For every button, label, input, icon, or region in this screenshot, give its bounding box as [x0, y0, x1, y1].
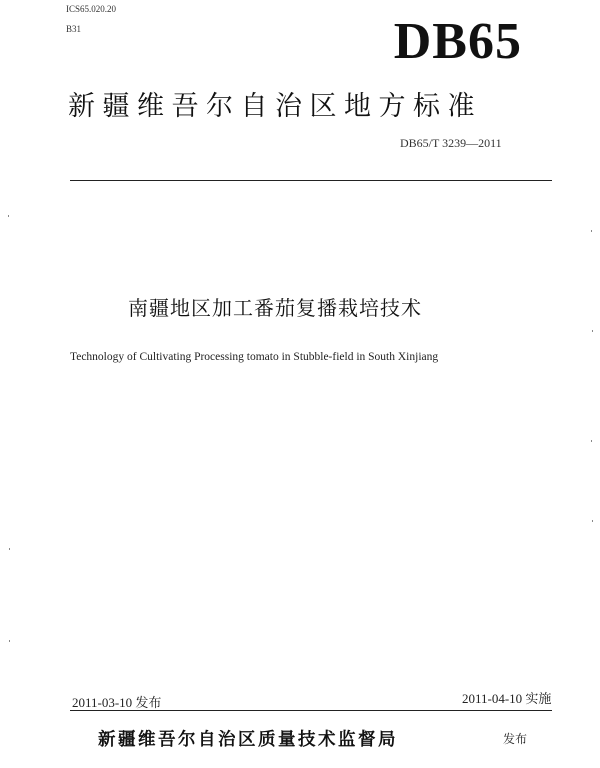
scan-speck [591, 230, 592, 232]
implement-date: 2011-04-10 实施 [462, 691, 552, 706]
document-title-chinese: 南疆地区加工番茄复播栽培技术 [128, 296, 422, 320]
scan-speck [8, 215, 9, 217]
ccs-code: B31 [66, 24, 82, 34]
standard-code: DB65 [393, 13, 522, 70]
standard-type-heading: 新疆维吾尔自治区地方标准 [68, 91, 482, 122]
scan-speck [591, 440, 592, 442]
standard-number: DB65/T 3239—2011 [400, 136, 502, 150]
publish-date: 2011-03-10 发布 [72, 695, 162, 710]
issuing-suffix: 发布 [503, 732, 528, 746]
scan-speck [9, 548, 10, 550]
ics-code: ICS65.020.20 [66, 4, 117, 14]
issuing-authority: 新疆维吾尔自治区质量技术监督局 [98, 730, 398, 750]
scan-speck [592, 330, 593, 332]
top-divider [70, 180, 552, 181]
document-title-english: Technology of Cultivating Processing tomato in Stubble-field in South Xinjiang [70, 351, 439, 363]
scan-speck [592, 520, 593, 522]
bottom-divider [70, 710, 552, 711]
scan-speck [9, 640, 10, 642]
